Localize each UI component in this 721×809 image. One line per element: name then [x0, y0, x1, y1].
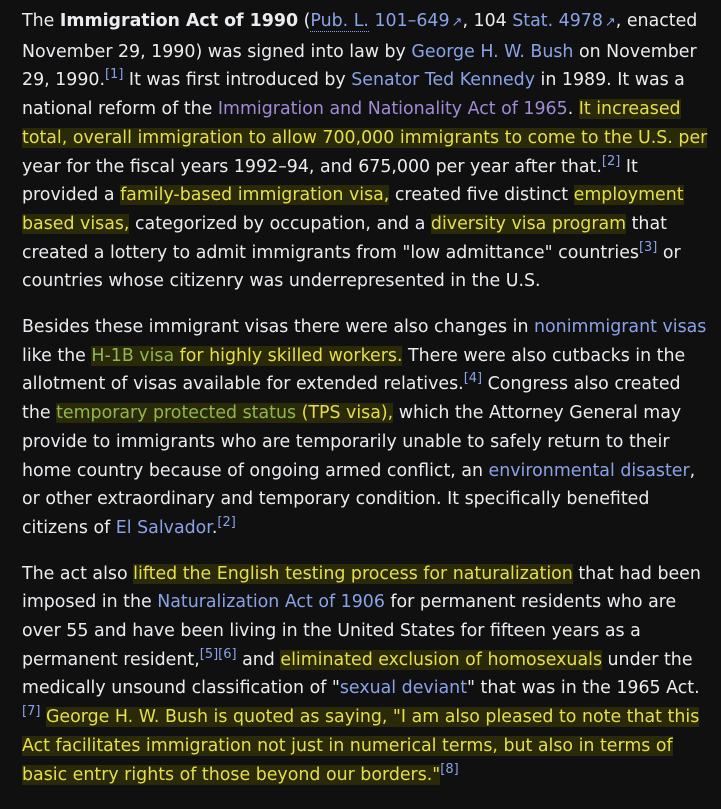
text: The act also — [22, 563, 134, 584]
ref-1[interactable]: [1] — [104, 67, 124, 83]
ted-kennedy-link[interactable]: Senator Ted Kennedy — [351, 70, 536, 91]
pub-l-abbr[interactable]: Pub. L. — [310, 11, 369, 31]
text: created five distinct — [389, 185, 574, 206]
environmental-disaster-link[interactable]: environmental disaster — [488, 460, 690, 481]
text: , 104 — [462, 11, 513, 31]
ref-3[interactable]: [3] — [638, 239, 658, 255]
naturalization-act-1906-link[interactable]: Naturalization Act of 1906 — [157, 592, 385, 613]
text: year for the fiscal years 1992–94, and 675,000 per year after that. — [22, 156, 602, 177]
highlight-tps — [56, 403, 393, 423]
h1b-visa-link[interactable]: H-1B visa — [91, 345, 175, 366]
text: . — [211, 517, 218, 538]
sexual-deviant-link[interactable]: sexual deviant — [339, 678, 468, 699]
text: in 1989. It was a national reform of the — [22, 70, 685, 120]
highlight-family-visa: family-based immigration visa, — [120, 185, 390, 206]
ref-6[interactable]: [6] — [218, 646, 237, 662]
public-law-number[interactable]: 101–649 — [368, 11, 450, 31]
ref-2[interactable]: [2] — [217, 515, 236, 531]
text: on November 29, 1990. — [22, 41, 697, 91]
highlight-h1b — [91, 346, 402, 366]
text: . — [567, 99, 579, 120]
ina-1965-link[interactable]: Immigration and Nationality Act of 1965 — [217, 99, 568, 120]
highlight-bush-quote: George H. W. Bush is quoted as saying, "I am also pleased to note that this Act facilitates immigration not just in numerical terms, but also in terms of basic entry rights of those beyond our borders." — [22, 707, 700, 785]
text: that created a lottery to admit immigrants from "low admittance" countries — [22, 213, 667, 263]
external-link-icon: ↗ — [604, 15, 616, 30]
text: There were also cutbacks in the allotment of visas available for extended relatives. — [22, 345, 686, 395]
text: It provided a — [22, 156, 638, 206]
ref-8[interactable]: [8] — [440, 761, 459, 777]
highlight-diversity-visa: diversity visa program — [430, 213, 627, 234]
text: and — [236, 649, 281, 670]
ref-5[interactable]: [5] — [199, 646, 219, 662]
el-salvador-link[interactable]: El Salvador — [115, 517, 212, 538]
text: Congress also created the — [22, 374, 681, 424]
text: for highly skilled workers. — [174, 345, 403, 366]
highlight-immigration-total: It increased total, overall immigration to allow 700,000 immigrants to come to the U.S. per — [22, 99, 708, 148]
text: It was first introduced by — [123, 70, 352, 91]
text: like the — [22, 345, 92, 366]
text: under the medically unsound classification of " — [22, 649, 693, 699]
text: which the Attorney General may provide to immigrants who are temporarily unable to safely return to their home country because of ongoing armed conflict, an — [22, 403, 682, 481]
statute-label[interactable]: Stat. 4978 — [512, 11, 603, 31]
text: for permanent residents who are over 55 and have been living in the United States for fifteen years as a permanent resident, — [22, 592, 677, 670]
text: or countries whose citizenry was underrepresented in the U.S. — [22, 242, 681, 292]
text: that had been imposed in the — [22, 563, 701, 613]
ref-2[interactable]: [2] — [601, 153, 621, 169]
paragraph-2 — [22, 313, 714, 543]
paragraph-1 — [22, 7, 714, 296]
article-title-bold: Immigration Act of 1990 — [59, 11, 299, 31]
statute-link[interactable] — [512, 11, 616, 31]
highlight-homosexual-exclusion: eliminated exclusion of homosexuals — [280, 649, 602, 670]
nonimmigrant-visas-link[interactable]: nonimmigrant visas — [534, 317, 707, 338]
highlight-english-testing: lifted the English testing process for naturalization — [133, 563, 573, 584]
text: " that was in the 1965 Act. — [467, 678, 700, 699]
tps-link[interactable]: temporary protected status — [56, 403, 297, 424]
text: , enacted November 29, 1990) was signed into law by — [22, 11, 698, 62]
text: The — [22, 11, 60, 31]
text: , or other extraordinary and temporary condition. It specifically benefited citizens of — [22, 460, 696, 538]
text: ( — [298, 11, 311, 31]
ref-7[interactable]: [7] — [22, 704, 41, 720]
george-bush-link[interactable]: George H. W. Bush — [411, 41, 574, 62]
external-link-icon: ↗ — [451, 15, 463, 30]
public-law-link[interactable] — [310, 11, 462, 31]
text: (TPS visa), — [296, 403, 394, 424]
text: Besides these immigrant visas there were also changes in — [22, 317, 535, 338]
text: categorized by occupation, and a — [129, 213, 431, 234]
highlight-employment-visas: employment based visas, — [22, 185, 684, 234]
ref-4[interactable]: [4] — [463, 371, 483, 387]
paragraph-3 — [22, 560, 714, 790]
article-body — [22, 7, 714, 789]
